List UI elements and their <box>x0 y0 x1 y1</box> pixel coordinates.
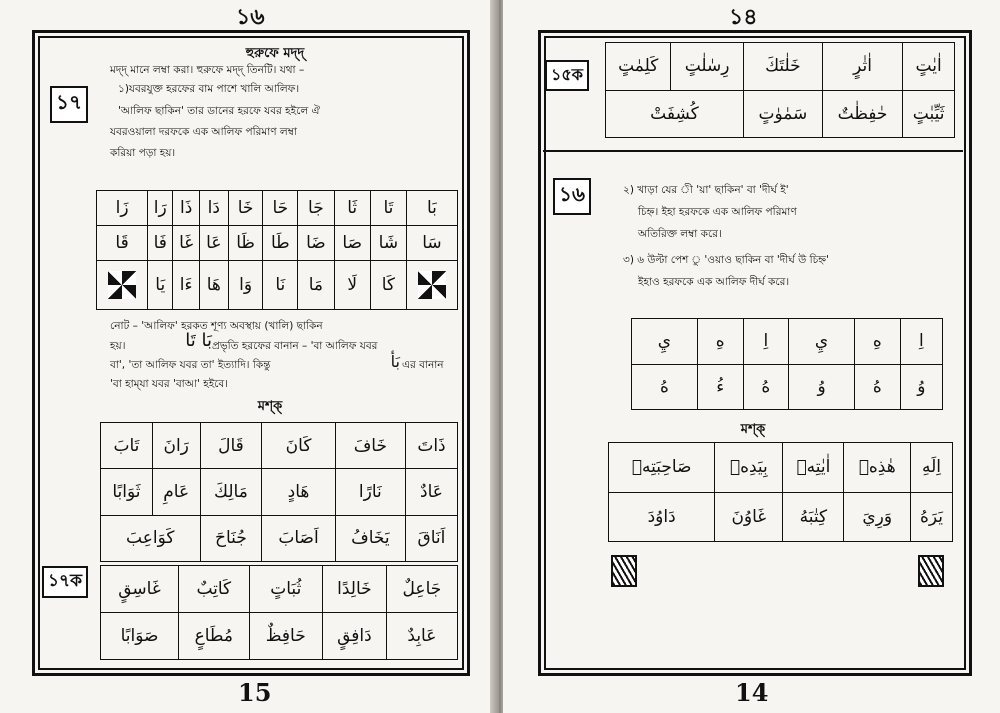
rule-2: ২) খাড়া যের ী 'য়া' ছাকিন' বা 'দীর্ঘ ই' <box>623 184 789 196</box>
word-cell: جَاعِلٌ <box>386 566 457 613</box>
practice-grid-17 <box>100 422 458 562</box>
practice-row <box>101 423 458 469</box>
word-cell: قَالَ <box>200 423 262 469</box>
word-row <box>606 43 955 91</box>
word-cell: وَرِيَ <box>844 492 911 542</box>
note-line-e: এর বানান <box>402 359 444 371</box>
letter-cell: سَا <box>406 226 457 261</box>
word-cell: جُنَاحَ <box>200 515 262 561</box>
word-cell: يَرَهُ <box>910 492 952 542</box>
sign-cell: هُ <box>632 364 698 410</box>
word-cell: اٰيٰتِهٖ <box>783 443 844 493</box>
word-cell: هَادٍ <box>262 469 335 515</box>
sign-cell: هُ <box>743 364 789 410</box>
word-cell: تَابَ <box>101 423 153 469</box>
word-cell: مَالِكَ <box>200 469 262 515</box>
letter-cell: رَا <box>148 191 173 226</box>
word-cell: اَنَاقَ <box>405 515 457 561</box>
rule-1-cont-c: করিয়া পড়া হয়। <box>110 147 176 159</box>
practice-grid-17ka <box>100 565 458 660</box>
right-page <box>503 0 1000 713</box>
word-cell: عَادٌ <box>405 469 457 515</box>
word-cell: خَلٰتَكَ <box>743 43 822 91</box>
word-cell: سَمٰوٰتٍ <box>743 90 822 138</box>
letter-cell: ظَا <box>228 226 263 261</box>
word-cell: اٰثٰرٍ <box>822 43 902 91</box>
letter-cell: تَا <box>370 191 406 226</box>
note-line-f: 'বা হাম্‌যা যবর 'বাআ' হইবে। <box>110 378 228 390</box>
word-cell: غَاسِقٍ <box>101 566 179 613</box>
word-cell: دَاوُدَ <box>609 492 715 542</box>
lesson-marker-15ka: ১৫ক <box>545 60 589 91</box>
right-top-page-number: ১৪ <box>729 5 758 30</box>
word-cell: اٰيٰتٍ <box>903 43 955 91</box>
sign-cell: اِ <box>743 319 789 365</box>
word-cell: نَارًا <box>335 469 405 515</box>
word-cell: كَوَاعِبَ <box>101 515 201 561</box>
letter-cell: ذَا <box>173 191 200 226</box>
word-cell: ثَيِّبٰتٍ <box>903 90 955 138</box>
word-cell: رَانَ <box>152 423 200 469</box>
word-cell: مُطَاعٍ <box>179 613 250 660</box>
intro-text: মদ্দ্ মানে লম্বা করা। হুরুফে মদ্দ্ তিনটি। যথা – <box>110 64 305 76</box>
word-cell: اِلَهِ <box>910 443 952 493</box>
sign-cell: يِ <box>632 319 698 365</box>
word-cell: يَخَافُ <box>335 515 405 561</box>
sign-row <box>632 319 943 365</box>
word-cell: صَاحِبَتِهٖ <box>609 443 715 493</box>
letter-cell: صَا <box>334 226 370 261</box>
word-cell: خَافَ <box>335 423 405 469</box>
letter-cell: نَا <box>263 261 298 310</box>
word-cell: خَالِدًا <box>322 566 386 613</box>
letter-row <box>97 261 458 310</box>
ornament-icon <box>97 261 148 310</box>
rule-2-cont-b: অতিরিক্ত লম্বা করে। <box>638 228 722 240</box>
rule-2-cont-a: চিহ্ন। ইহা হরফকে এক আলিফ পরিমাণ <box>638 206 797 218</box>
rule-1: ১)যবরযুক্ত হরফের বাম পাশে খালি আলিফ। <box>118 83 300 95</box>
rule-3: ৩) ৬ উল্টা পেশ ু 'ওয়াও ছাকিন বা 'দীর্ঘ উ চিহ্ন' <box>623 254 829 266</box>
sign-cell: اِ <box>900 319 942 365</box>
note-line-a: নোট – 'আলিফ' হরকত শূণ্য অবস্থায় (খালি) ছাকিন <box>110 320 323 332</box>
letter-cell: وَا <box>228 261 263 310</box>
word-cell: ثُبَاتٍ <box>249 566 322 613</box>
word-cell: صَوَابًا <box>101 613 179 660</box>
practice-row <box>101 469 458 515</box>
word-cell: كَلِمٰتٍ <box>606 43 671 91</box>
word-cell: عَابِدٌ <box>386 613 457 660</box>
word-cell: كَانَ <box>262 423 335 469</box>
letter-cell: زَا <box>97 191 148 226</box>
letter-cell: خَا <box>228 191 263 226</box>
letter-cell: عَا <box>199 226 228 261</box>
rule-3-cont: ইহাও হরফকে এক আলিফ দীর্ঘ করে। <box>638 276 790 288</box>
letter-grid <box>96 190 458 310</box>
letter-cell: يَا <box>148 261 173 310</box>
letter-row <box>97 191 458 226</box>
letter-cell: غَا <box>173 226 200 261</box>
letter-cell: ثَا <box>334 191 370 226</box>
note-line-c: প্রভৃতি হরফের বানান – 'বা আলিফ যবর <box>212 340 378 352</box>
lesson-marker-17: ১৭ <box>50 86 88 123</box>
letter-cell: كَا <box>370 261 406 310</box>
right-practice-heading: মশ্‌ক্ <box>740 422 766 437</box>
sign-cell: ءُ <box>697 364 743 410</box>
letter-cell: جَا <box>298 191 334 226</box>
top-word-grid <box>605 42 955 138</box>
sign-cell: هِ <box>697 319 743 365</box>
lesson-marker-17ka: ১৭ক <box>42 566 88 598</box>
practice-row <box>101 566 458 613</box>
word-cell: عَامِ <box>152 469 200 515</box>
right-page-number: 14 <box>735 678 769 707</box>
section-divider <box>543 150 963 152</box>
sign-cell: هُ <box>854 364 900 410</box>
practice-row <box>101 515 458 561</box>
ornament-icon <box>611 555 637 587</box>
word-cell: ذَاتَ <box>405 423 457 469</box>
word-cell: رِسٰلٰتٍ <box>671 43 744 91</box>
word-row <box>606 90 955 138</box>
letter-cell: بَا <box>406 191 457 226</box>
letter-cell: فَا <box>148 226 173 261</box>
letter-cell: شَا <box>370 226 406 261</box>
sign-cell: يِ <box>789 319 855 365</box>
word-cell: هٰذِهٖ <box>844 443 911 493</box>
word-cell: كُشِفَتْ <box>606 90 744 138</box>
ornament-icon <box>406 261 457 310</box>
word-cell: اَصَابَ <box>262 515 335 561</box>
sign-cell: وُ <box>900 364 942 410</box>
rule-1-cont-b: যবরওয়ালা দরফকে এক আলিফ পরিমাণ লম্বা <box>110 126 297 138</box>
note-arabic-2: بَأ <box>390 352 400 371</box>
letter-cell: مَا <box>298 261 334 310</box>
word-cell: دَافِقٍ <box>322 613 386 660</box>
sign-grid <box>631 318 943 410</box>
practice-row <box>609 443 953 493</box>
practice-row <box>101 613 458 660</box>
practice-grid-16 <box>608 442 953 542</box>
letter-cell: لَا <box>334 261 370 310</box>
letter-cell: قَا <box>97 226 148 261</box>
word-cell: بِيَدِهٖ <box>715 443 783 493</box>
practice-row <box>609 492 953 542</box>
letter-cell: دَا <box>199 191 228 226</box>
letter-cell: حَا <box>263 191 298 226</box>
left-heading: হুরুফে মদ্দ্ <box>245 46 305 61</box>
left-practice-heading: মশ্‌ক্ <box>257 399 283 414</box>
rule-1-cont-a: 'আলিফ ছাকিন' তার ডানের হরফে যবর হইলে ঐ <box>118 105 320 117</box>
sign-cell: وُ <box>789 364 855 410</box>
word-cell: غَاوُنَ <box>715 492 783 542</box>
left-top-page-number: ১৬ <box>236 5 265 30</box>
word-cell: حٰفِظٰتٌ <box>822 90 902 138</box>
left-page-number: 15 <box>238 678 272 707</box>
sign-cell: هِ <box>854 319 900 365</box>
word-cell: كِتٰبَهُ <box>783 492 844 542</box>
letter-cell: ءَا <box>173 261 200 310</box>
letter-cell: هَا <box>199 261 228 310</box>
lesson-marker-16: ১৬ <box>553 178 591 215</box>
sign-row <box>632 364 943 410</box>
ornament-icon <box>918 555 944 587</box>
letter-cell: طَا <box>263 226 298 261</box>
left-page <box>0 0 497 713</box>
note-arabic: بَا تَا <box>185 330 212 351</box>
word-cell: كَاتِبٌ <box>179 566 250 613</box>
word-cell: حَافِظٌ <box>249 613 322 660</box>
note-line-b: হয়। <box>110 340 126 352</box>
letter-row <box>97 226 458 261</box>
note-line-d: বা', 'তা আলিফ যবর তা' ইত্যাদি। কিন্তু <box>110 359 271 371</box>
letter-cell: ضَا <box>298 226 334 261</box>
word-cell: ثَوَابًا <box>101 469 153 515</box>
